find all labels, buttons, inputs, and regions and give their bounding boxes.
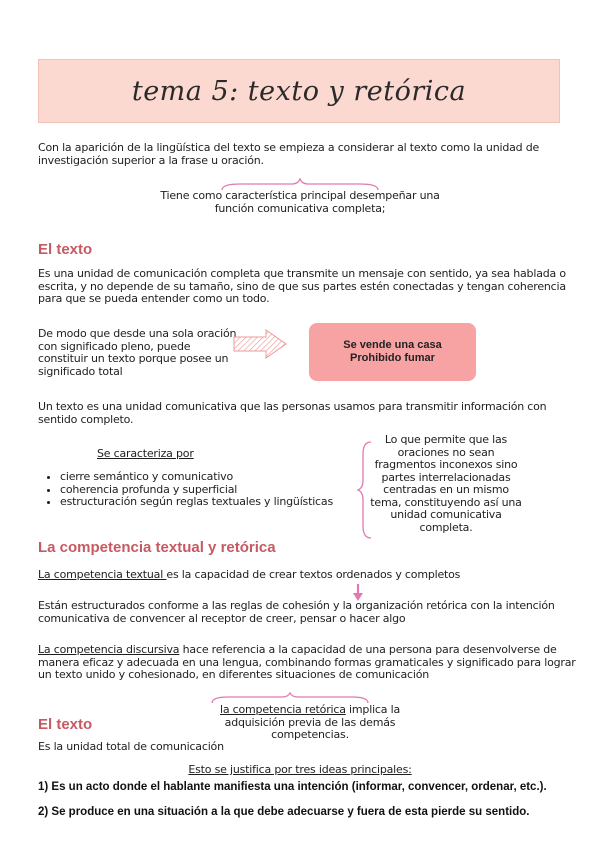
list-item: • coherencia profunda y superficial (60, 484, 366, 497)
structured-paragraph: Están estructurados conforme a las reglas de cohesión y la organización retórica con la intención comunicativa de convencer al receptor de creer, pensar o hacer algo (38, 599, 555, 625)
heading-el-texto: El texto (38, 241, 93, 258)
example-paragraph: De modo que desde una sola oración con significado pleno, puede constituir un texto porque posee un significado total (38, 327, 237, 378)
justify-label: Esto se justifica por tres ideas principales: (188, 763, 412, 776)
characteristic-text: Tiene como característica principal desempeñar una función comunicativa completa; (160, 189, 440, 215)
list-item: • estructuración según reglas textuales y lingüísticas (60, 496, 366, 509)
idea-2: 2) Se produce en una situación a la que debe adecuarse y fuera de esta pierde su sentido. (38, 806, 530, 818)
texto-definition: Es una unidad de comunicación completa que transmite un mensaje con sentido, ya sea hablada o escrita, y no depende de su tamaño, sino de que sus partes estén conectadas y tengan coherencia para que se pueda entender como un todo. (38, 267, 566, 305)
example-box: Se vende una casa Prohibido fumar (309, 323, 476, 381)
list-item: • cierre semántico y comunicativo (60, 471, 366, 484)
texto-total-definition: Es la unidad total de comunicación (38, 740, 224, 753)
title-banner (38, 59, 560, 123)
page-title: tema 5: texto y retórica (131, 75, 467, 107)
side-note: Lo que permite que las oraciones no sean fragmentos inconexos sino partes interrelacionadas centradas en un mismo tema, constituyendo así una unidad comunicativa completa. (370, 433, 522, 534)
arrow-right-icon (232, 328, 288, 360)
discursive-paragraph: La competencia discursiva hace referencia a la capacidad de una persona para desenvolverse de manera eficaz y adecuada en una lengua, combinando formas gramaticales y significado para lograr un texto unido y cohesionado, en diferentes situaciones de comunicación (38, 643, 576, 681)
textual-paragraph: La competencia textual es la capacidad de crear textos ordenados y completos (38, 568, 461, 581)
idea-1: 1) Es un acto donde el hablante manifiesta una intención (informar, convencer, ordenar, etc.). (38, 781, 547, 793)
characteristics-list (46, 471, 366, 509)
characterized-label: Se caracteriza por (97, 447, 194, 460)
rhetoric-note: la competencia retórica implica la adquisición previa de las demás competencias. (219, 703, 401, 741)
unit-paragraph: Un texto es una unidad comunicativa que las personas usamos para transmitir información con sentido completo. (38, 400, 547, 426)
heading-el-texto-2: El texto (38, 716, 93, 733)
intro-paragraph: Con la aparición de la lingüística del texto se empieza a considerar al texto como la unidad de investigación superior a la frase u oración. (38, 141, 540, 167)
heading-competencia: La competencia textual y retórica (38, 539, 276, 556)
